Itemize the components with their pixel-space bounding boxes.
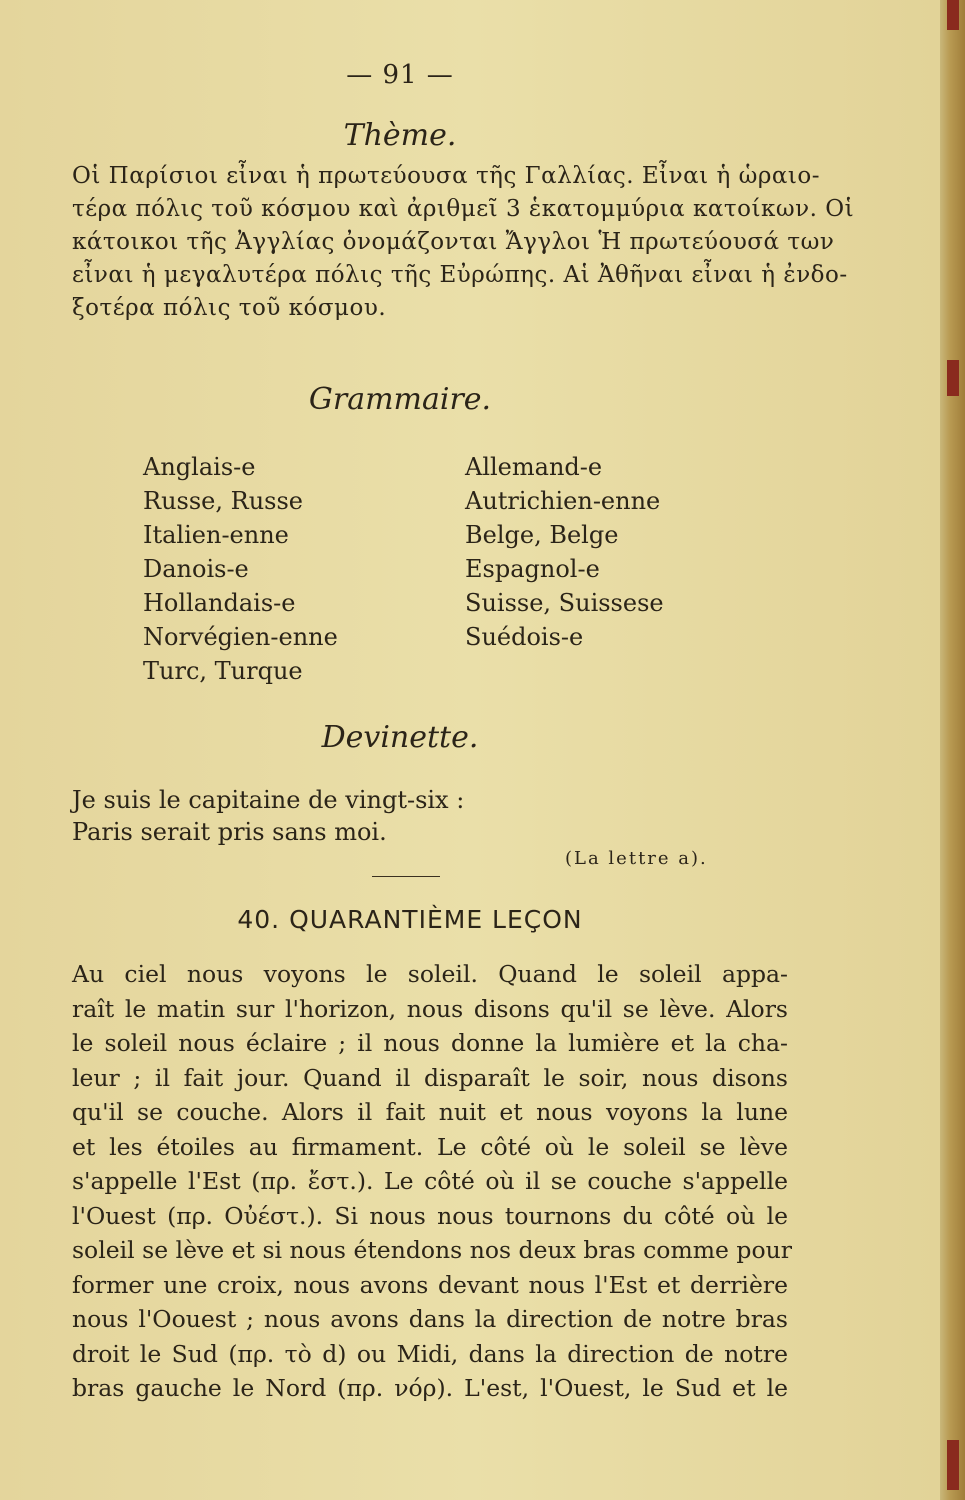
theme-line: Οἱ Παρίσιοι εἶναι ἡ πρωτεύουσα τῆς Γαλλίας. Εἶναι ἡ ὡραιο- xyxy=(72,163,821,189)
theme-paragraph xyxy=(72,160,855,325)
grammaire-right-column xyxy=(465,450,664,654)
grammaire-word: Allemand-e xyxy=(465,453,603,481)
theme-line: τέρα πόλις τοῦ κόσμου καὶ ἀριθμεῖ 3 ἑκατομμύρια κατοίκων. Οἱ xyxy=(72,196,855,222)
devinette-line: Je suis le capitaine de vingt-six : xyxy=(72,786,465,814)
grammaire-word: Autrichien-enne xyxy=(465,487,661,515)
theme-line: ξοτέρα πόλις τοῦ κόσμου. xyxy=(72,295,387,321)
devinette-title: Devinette. xyxy=(321,720,479,755)
lesson-paragraph xyxy=(72,957,792,1406)
grammaire-title: Grammaire. xyxy=(308,382,492,417)
lesson-line: droit le Sud (πρ. τὸ d) ou Midi, dans la direction de notre xyxy=(72,1339,788,1368)
lesson-line: et les étoiles au firmament. Le côté où le soleil se lève xyxy=(72,1132,788,1161)
lesson-line: l'Ouest (πρ. Οὐέστ.). Si nous nous tournons du côté où le xyxy=(72,1201,788,1230)
lesson-line: leur ; il fait jour. Quand il disparaît le soir, nous disons xyxy=(72,1063,788,1092)
grammaire-word: Hollandais-e xyxy=(143,589,296,617)
theme-line: κάτοικοι τῆς Ἀγγλίας ὀνομάζονται Ἄγγλοι Ἡ πρωτεύουσά των xyxy=(72,229,835,255)
lesson-title: 40. QUARANTIÈME LEÇON xyxy=(237,905,583,934)
grammaire-word: Espagnol-e xyxy=(465,555,600,583)
devinette-line: Paris serait pris sans moi. xyxy=(72,818,387,846)
divider xyxy=(372,876,440,877)
grammaire-word: Russe, Russe xyxy=(143,487,303,515)
lesson-line: le soleil nous éclaire ; il nous donne la lumière et la cha- xyxy=(72,1029,788,1057)
grammaire-word: Danois-e xyxy=(143,555,249,583)
page-edge xyxy=(940,0,965,1500)
grammaire-word: Suédois-e xyxy=(465,623,584,651)
lesson-line: s'appelle l'Est (πρ. ἔστ.). Le côté où il se couche s'appelle xyxy=(72,1167,788,1195)
grammaire-word: Anglais-e xyxy=(143,453,256,481)
lesson-line: Au ciel nous voyons le soleil. Quand le soleil appa- xyxy=(72,960,788,988)
lesson-line: nous l'Oouest ; nous avons dans la direction de notre bras xyxy=(72,1305,788,1333)
grammaire-word: Italien-enne xyxy=(143,521,289,549)
lesson-line: former une croix, nous avons devant nous l'Est et derrière xyxy=(72,1270,788,1299)
grammaire-word: Suisse, Suissese xyxy=(465,589,664,617)
lesson-line: bras gauche le Nord (πρ. νόρ). L'est, l'Ouest, le Sud et le xyxy=(72,1374,788,1402)
grammaire-word: Belge, Belge xyxy=(465,521,619,549)
grammaire-word: Norvégien-enne xyxy=(143,623,338,651)
theme-line: εἶναι ἡ μεγαλυτέρα πόλις τῆς Εὐρώπης. Αἱ Ἀθῆναι εἶναι ἡ ἐνδο- xyxy=(72,262,848,288)
grammaire-word: Turc, Turque xyxy=(143,657,303,685)
lesson-line: raît le matin sur l'horizon, nous disons qu'il se lève. Alors xyxy=(72,994,788,1023)
page-number: — 91 — xyxy=(346,60,454,90)
grammaire-left-column xyxy=(143,450,338,688)
devinette-answer: (La lettre a). xyxy=(565,848,708,869)
lesson-line: qu'il se couche. Alors il fait nuit et nous voyons la lune xyxy=(72,1098,788,1126)
theme-title: Thème. xyxy=(343,118,457,153)
lesson-line: soleil se lève et si nous étendons nos deux bras comme pour xyxy=(72,1236,792,1264)
